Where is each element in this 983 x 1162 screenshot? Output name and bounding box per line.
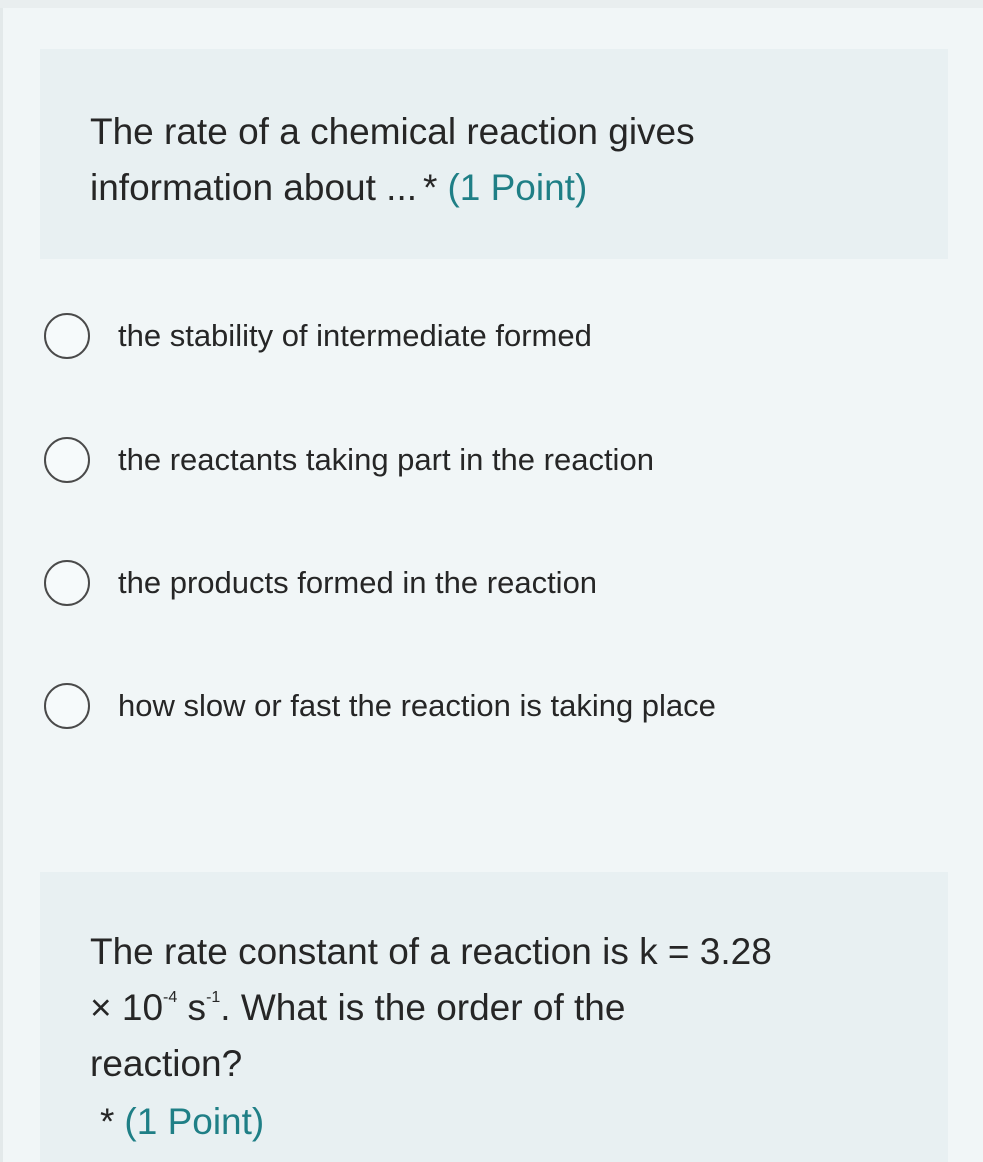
option-products[interactable]: [44, 558, 597, 608]
required-marker: *: [423, 167, 438, 208]
required-marker: *: [100, 1101, 115, 1142]
question-1-title: [90, 104, 948, 216]
exponent-power: -4: [163, 989, 178, 1006]
question-2-title: [90, 924, 948, 1150]
question-2-title-line3: reaction?: [90, 1043, 243, 1084]
option-reactants[interactable]: [44, 435, 654, 485]
question-2-points-line: [90, 1094, 948, 1150]
option-label: the reactants taking part in the reaction: [118, 442, 654, 477]
question-card-1: [40, 49, 948, 259]
question-card-2: [40, 872, 948, 1162]
question-2-title-line1: The rate constant of a reaction is k = 3.28: [90, 931, 772, 972]
option-speed[interactable]: [44, 681, 716, 731]
radio-button[interactable]: [44, 313, 90, 359]
question-2-points: (1 Point): [124, 1101, 265, 1142]
unit-text: s: [177, 987, 207, 1028]
radio-button[interactable]: [44, 437, 90, 483]
option-label: how slow or fast the reaction is taking place: [118, 688, 716, 723]
question-1-title-text: information about ...: [90, 167, 418, 208]
option-label: the products formed in the reaction: [118, 565, 598, 600]
exponent-unit: -1: [206, 989, 221, 1006]
top-border: [0, 0, 983, 8]
left-border: [0, 8, 3, 1162]
question-2-multiplier: × 10: [90, 987, 164, 1028]
question-1-title-line1: The rate of a chemical reaction gives: [90, 111, 695, 152]
option-label: the stability of intermediate formed: [118, 318, 592, 353]
question-2-title-line2: [90, 980, 948, 1036]
radio-button[interactable]: [44, 683, 90, 729]
option-stability[interactable]: [44, 311, 592, 361]
question-1-title-line2: [90, 160, 948, 216]
question-2-title-rest: . What is the order of the: [220, 987, 626, 1028]
question-1-points: (1 Point): [447, 167, 588, 208]
radio-button[interactable]: [44, 560, 90, 606]
